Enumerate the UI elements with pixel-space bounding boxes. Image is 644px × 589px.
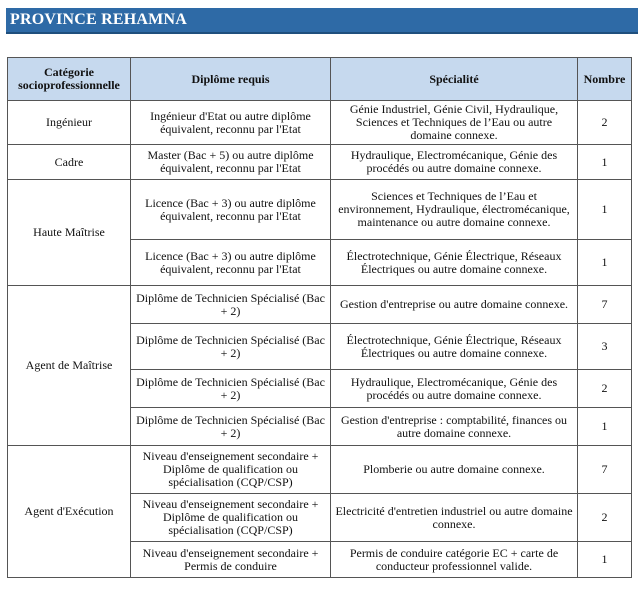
table-row [8,180,632,240]
diploma-cell: Licence (Bac + 3) ou autre diplôme équivalent, reconnu par l'Etat [131,180,331,240]
diploma-cell: Diplôme de Technicien Spécialisé (Bac + 2) [131,324,331,370]
specialty-cell: Gestion d'entreprise ou autre domaine connexe. [331,286,578,324]
header-diploma: Diplôme requis [131,58,331,101]
header-category: Catégorie socioprofessionnelle [8,58,131,101]
specialty-cell: Permis de conduire catégorie EC + carte de conducteur professionnel valide. [331,542,578,578]
category-cell: Agent d'Exécution [8,446,131,578]
specialty-cell: Electricité d'entretien industriel ou autre domaine connexe. [331,494,578,542]
specialty-cell: Sciences et Techniques de l’Eau et environnement, Hydraulique, électromécanique, maintenance ou autre domaine connexe. [331,180,578,240]
diploma-cell: Niveau d'enseignement secondaire + Diplôme de qualification ou spécialisation (CQP/CSP) [131,446,331,494]
category-cell: Haute Maîtrise [8,180,131,286]
count-cell: 1 [578,240,632,286]
count-cell: 2 [578,370,632,408]
header-count: Nombre [578,58,632,101]
table-row [8,145,632,180]
diploma-cell: Diplôme de Technicien Spécialisé (Bac + 2) [131,370,331,408]
count-cell: 1 [578,408,632,446]
header-specialty: Spécialité [331,58,578,101]
diploma-cell: Diplôme de Technicien Spécialisé (Bac + 2) [131,408,331,446]
table-row [8,446,632,494]
table-row [8,286,632,324]
diploma-cell: Licence (Bac + 3) ou autre diplôme équivalent, reconnu par l'Etat [131,240,331,286]
specialty-cell: Plomberie ou autre domaine connexe. [331,446,578,494]
count-cell: 7 [578,286,632,324]
category-cell: Cadre [8,145,131,180]
specialty-cell: Génie Industriel, Génie Civil, Hydraulique, Sciences et Techniques de l’Eau ou autre domaine connexe. [331,101,578,145]
diploma-cell: Ingénieur d'Etat ou autre diplôme équivalent, reconnu par l'Etat [131,101,331,145]
specialty-cell: Électrotechnique, Génie Électrique, Réseaux Électriques ou autre domaine connexe. [331,240,578,286]
count-cell: 1 [578,180,632,240]
diploma-cell: Master (Bac + 5) ou autre diplôme équivalent, reconnu par l'Etat [131,145,331,180]
count-cell: 1 [578,542,632,578]
count-cell: 7 [578,446,632,494]
specialty-cell: Hydraulique, Electromécanique, Génie des procédés ou autre domaine connexe. [331,370,578,408]
specialty-cell: Hydraulique, Electromécanique, Génie des procédés ou autre domaine connexe. [331,145,578,180]
diploma-cell: Niveau d'enseignement secondaire + Permis de conduire [131,542,331,578]
count-cell: 2 [578,101,632,145]
category-cell: Agent de Maîtrise [8,286,131,446]
table-header-row [8,58,632,101]
count-cell: 1 [578,145,632,180]
category-cell: Ingénieur [8,101,131,145]
recruitment-table [7,57,632,578]
province-title: PROVINCE REHAMNA [6,8,638,34]
table-row [8,101,632,145]
specialty-cell: Gestion d'entreprise : comptabilité, finances ou autre domaine connexe. [331,408,578,446]
count-cell: 3 [578,324,632,370]
diploma-cell: Niveau d'enseignement secondaire + Diplôme de qualification ou spécialisation (CQP/CSP) [131,494,331,542]
specialty-cell: Électrotechnique, Génie Électrique, Réseaux Électriques ou autre domaine connexe. [331,324,578,370]
diploma-cell: Diplôme de Technicien Spécialisé (Bac + 2) [131,286,331,324]
table-body [8,101,632,578]
count-cell: 2 [578,494,632,542]
